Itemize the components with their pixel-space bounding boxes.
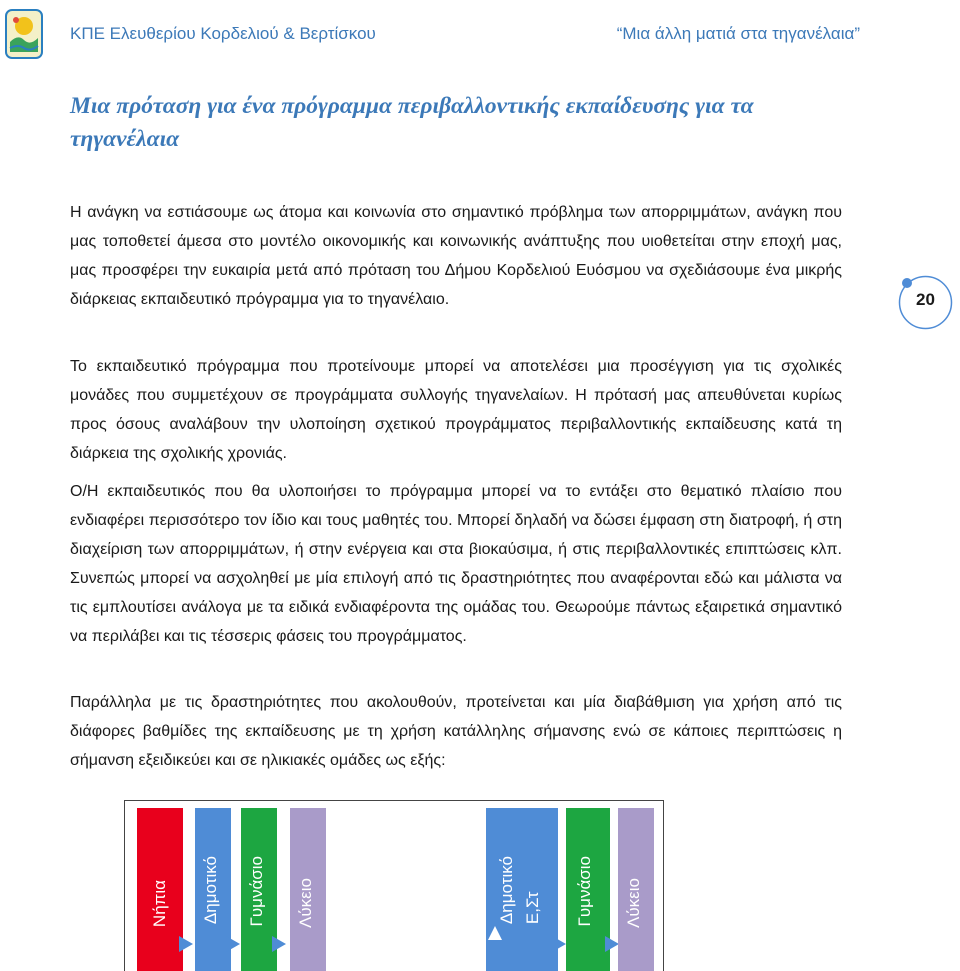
level-label-dimotiko-e-st: Δημοτικό Ε,Στ — [497, 856, 542, 925]
kpe-logo — [4, 8, 44, 60]
arrow-up-icon — [488, 926, 502, 940]
header-left: ΚΠΕ Ελευθερίου Κορδελιού & Βερτίσκου — [70, 24, 376, 43]
level-label-lykeio-2: Λύκειο — [624, 878, 643, 928]
level-label-lykeio: Λύκειο — [296, 878, 315, 928]
paragraph-1: Η ανάγκη να εστιάσουμε ως άτομα και κοινωνία στο σημαντικό πρόβλημα των απορριμμάτων, ανάγκη που μας τοποθετεί άμεσα στο μοντέλο οικονομικής και κοινωνικής ανάπτυξης που υιοθετείται στην εποχή μας, μας προσφέρει την ευκαιρία μετά από πρόταση του Δήμου Κορδελιού Ευόσμου να σχεδιάσουμε ένα μικρής διάρκειας εκπαιδευτικό πρόγραμμα για το τηγανέλαιο. — [70, 204, 842, 308]
arrow-icon — [272, 936, 286, 952]
arrow-icon — [179, 936, 193, 952]
level-label-nipia: Νήπια — [150, 880, 169, 928]
header-right: “Μια άλλη ματιά στα τηγανέλαια” — [616, 24, 860, 43]
level-label-gymnasio-2: Γυμνάσιο — [575, 856, 594, 927]
page-number: 20 — [916, 290, 935, 309]
page-title: Μια πρόταση για ένα πρόγραμμα περιβαλλοντικής εκπαίδευσης για τα τηγανέλαια — [70, 93, 754, 152]
arrow-icon — [552, 936, 566, 952]
paragraph-2: Το εκπαιδευτικό πρόγραμμα που προτείνουμε μπορεί να αποτελέσει μια προσέγγιση για τις σχολικές μονάδες που συμμετέχουν σε προγράμματα συλλογής τηγανελαίων. Η πρότασή μας απευθύνεται κυρίως προς όσους αναλάβουν την υλοποίηση σχετικού προγράμματος περιβαλλοντικής εκπαίδευσης κατά τη διάρκεια της σχολικής χρονιάς. — [70, 358, 842, 462]
level-label-dimotiko: Δημοτικό — [201, 856, 220, 925]
paragraph-3: Ο/Η εκπαιδευτικός που θα υλοποιήσει το πρόγραμμα μπορεί να το εντάξει στο θεματικό πλαίσιο που ενδιαφέρει περισσότερο τον ίδιο και τους μαθητές του. Μπορεί δηλαδή να δώσει έμφαση στη διατροφή, ή στη διαχείριση των απορριμμάτων, ή στην ενέργεια και στα βιοκαύσιμα, ή στις περιβαλλοντικές επιπτώσεις κλπ. Συνεπώς μπορεί να ασχοληθεί με μία επιλογή από τις δραστηριότητες που αναφέρονται εδώ και μάλιστα να τις εμπλουτίσει ανάλογα με τα ειδικά ενδιαφέροντα της ομάδας του. Θεωρούμε πάντως εξαιρετικά σημαντικό να περιλάβει και τις τέσσερις φάσεις του προγράμματος. — [70, 483, 842, 645]
arrow-icon — [226, 936, 240, 952]
arrow-icon — [605, 936, 619, 952]
level-label-gymnasio: Γυμνάσιο — [247, 856, 266, 927]
paragraph-4: Παράλληλα με τις δραστηριότητες που ακολουθούν, προτείνεται και μία διαβάθμιση για χρήση από τις διάφορες βαθμίδες της εκπαίδευσης με τη χρήση κατάλληλης σήμανσης ενώ σε κάποιες περιπτώσεις η σήμανση εξειδικεύει και σε ηλικιακές ομάδες ως εξής: — [70, 694, 842, 769]
